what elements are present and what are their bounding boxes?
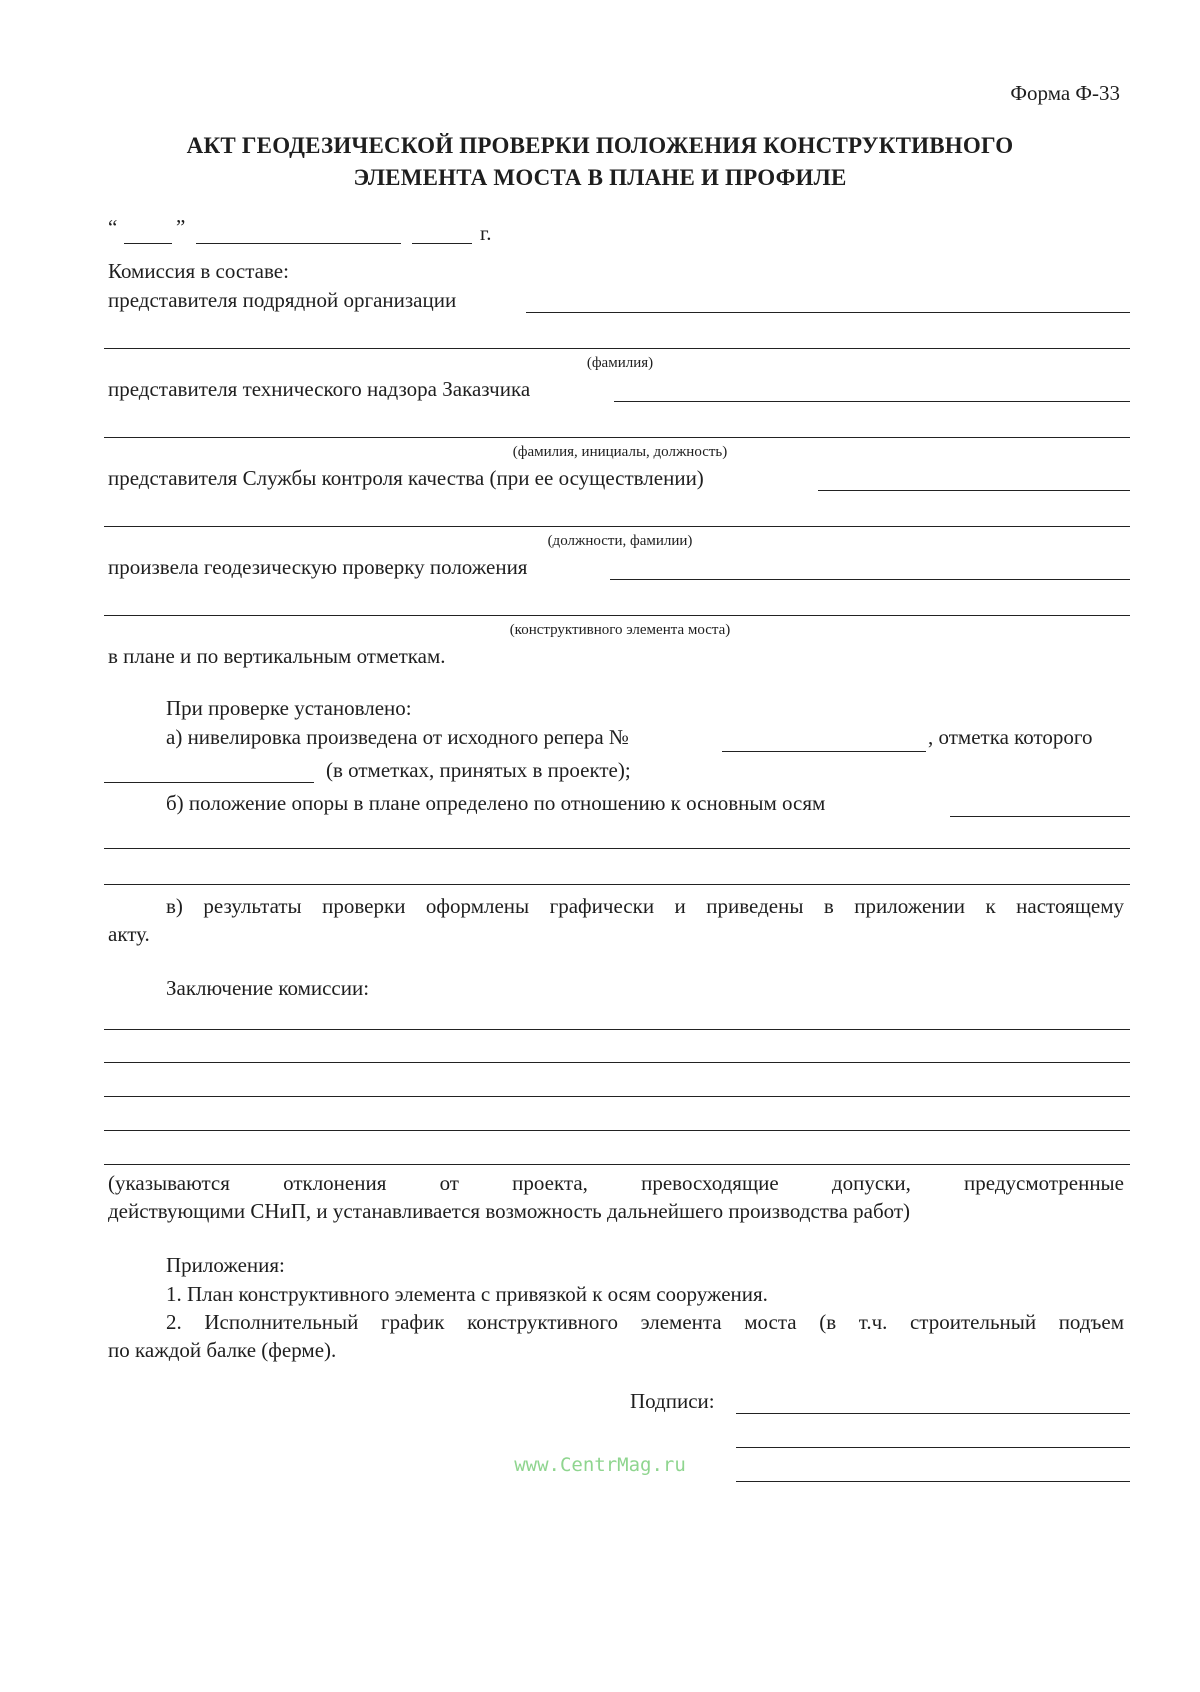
contractor-caption: (фамилия) xyxy=(586,355,654,371)
date-open-quote: “ xyxy=(108,215,118,239)
signature-field-2[interactable] xyxy=(736,1447,1130,1448)
item-a-text: а) нивелировка произведена от исходного репера № xyxy=(166,725,629,749)
document-title xyxy=(100,130,1100,194)
signatures-label: Подписи: xyxy=(630,1389,715,1413)
conclusion-field-line-4[interactable] xyxy=(104,1130,1130,1131)
title-line-2: ЭЛЕМЕНТА МОСТА В ПЛАНЕ И ПРОФИЛЕ xyxy=(353,165,847,190)
item-b-text: б) положение опоры в плане определено по отношению к основным осям xyxy=(166,791,826,815)
benchmark-elevation-field[interactable] xyxy=(104,782,314,783)
benchmark-number-field[interactable] xyxy=(722,751,926,752)
signature-field-3[interactable] xyxy=(736,1481,1130,1482)
watermark: www.CentrMag.ru xyxy=(514,1454,686,1476)
tech-supervision-field[interactable] xyxy=(614,401,1130,402)
item-a-text-2: , отметка которого xyxy=(928,725,1093,749)
contractor-label: представителя подрядной организации xyxy=(108,288,457,312)
attachment-item-1: 1. План конструктивного элемента с привязкой к осям сооружения. xyxy=(166,1282,768,1306)
date-month-field[interactable] xyxy=(196,243,401,244)
quality-control-field-line-2[interactable] xyxy=(104,526,1130,527)
date-close-quote: ” xyxy=(176,215,186,239)
item-c-text-2: акту. xyxy=(108,922,150,946)
conclusion-field-line-1[interactable] xyxy=(104,1029,1130,1030)
axes-field-line-2[interactable] xyxy=(104,848,1130,849)
signature-field-1[interactable] xyxy=(736,1413,1130,1414)
tech-supervision-label: представителя технического надзора Заказчика xyxy=(108,377,531,401)
quality-control-label: представителя Службы контроля качества (при ее осуществлении) xyxy=(108,466,704,490)
contractor-field[interactable] xyxy=(526,312,1130,313)
quality-control-field[interactable] xyxy=(818,490,1130,491)
tech-supervision-field-line-2[interactable] xyxy=(104,437,1130,438)
attachment-item-2: 2. Исполнительный график конструктивного элемента моста (в т.ч. строительный подъем xyxy=(166,1310,1124,1334)
date-day-field[interactable] xyxy=(124,243,172,244)
axes-field-line-3[interactable] xyxy=(104,884,1130,885)
inspection-field-line-2[interactable] xyxy=(104,615,1130,616)
date-year-suffix: г. xyxy=(480,221,492,245)
item-a-text-3: (в отметках, принятых в проекте); xyxy=(326,758,631,782)
title-line-1: АКТ ГЕОДЕЗИЧЕСКОЙ ПРОВЕРКИ ПОЛОЖЕНИЯ КОНСТРУКТИВНОГО xyxy=(186,133,1014,158)
item-c-text: в) результаты проверки оформлены графически и приведены в приложении к настоящему xyxy=(166,894,1124,918)
inspection-tail: в плане и по вертикальным отметкам. xyxy=(108,644,446,668)
axes-field[interactable] xyxy=(950,816,1130,817)
date-year-field[interactable] xyxy=(412,243,472,244)
conclusion-note-line-1: (указываются отклонения от проекта, превосходящие допуски, предусмотренные xyxy=(108,1171,1124,1195)
form-number: Форма Ф-33 xyxy=(1010,81,1120,105)
attachments-heading: Приложения: xyxy=(166,1253,285,1277)
conclusion-field-line-5[interactable] xyxy=(104,1164,1130,1165)
inspection-field[interactable] xyxy=(610,579,1130,580)
inspection-caption: (конструктивного элемента моста) xyxy=(509,622,731,638)
conclusion-note-line-2: действующими СНиП, и устанавливается возможность дальнейшего производства работ) xyxy=(108,1199,911,1223)
quality-control-caption: (должности, фамилии) xyxy=(547,533,693,549)
tech-supervision-caption: (фамилия, инициалы, должность) xyxy=(512,444,728,460)
contractor-field-line-2[interactable] xyxy=(104,348,1130,349)
findings-heading: При проверке установлено: xyxy=(166,696,412,720)
conclusion-field-line-3[interactable] xyxy=(104,1096,1130,1097)
inspection-label: произвела геодезическую проверку положения xyxy=(108,555,528,579)
attachment-item-2-line-2: по каждой балке (ферме). xyxy=(108,1338,337,1362)
commission-heading: Комиссия в составе: xyxy=(108,259,289,283)
conclusion-heading: Заключение комиссии: xyxy=(166,976,370,1000)
conclusion-field-line-2[interactable] xyxy=(104,1062,1130,1063)
